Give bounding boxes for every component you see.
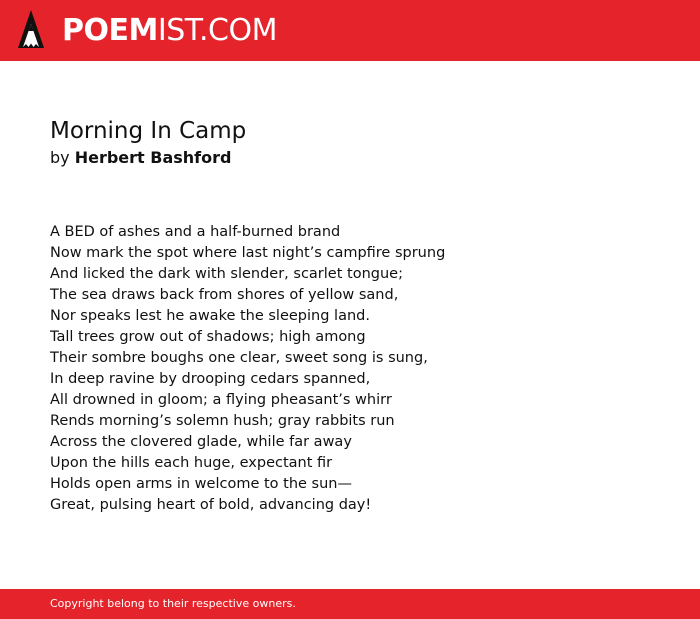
pencil-mountain-icon [18, 10, 44, 52]
poem-line: Their sombre boughs one clear, sweet song is sung, [50, 350, 428, 366]
poem-line: Across the clovered glade, while far away [50, 434, 352, 450]
site-footer [0, 589, 700, 619]
poem-body [50, 222, 650, 516]
poem-line: Great, pulsing heart of bold, advancing day! [50, 497, 372, 513]
poem-title: Morning In Camp [50, 118, 247, 144]
poem-line: Rends morning’s solemn hush; gray rabbits run [50, 413, 395, 429]
logo-text-bold: POEM [62, 13, 158, 48]
poem-line: Upon the hills each huge, expectant fir [50, 455, 333, 471]
poem-line: In deep ravine by drooping cedars spanned, [50, 371, 371, 387]
poem-line: Holds open arms in welcome to the sun— [50, 476, 352, 492]
site-logo-link[interactable] [18, 10, 277, 52]
site-logo-text [62, 10, 277, 52]
author-name: Herbert Bashford [74, 148, 232, 167]
poem-line: A BED of ashes and a half-burned brand [50, 224, 341, 240]
poem-byline [50, 148, 650, 168]
copyright-notice: Copyright belong to their respective owners. [50, 597, 296, 610]
poem-content [50, 117, 650, 516]
poem-line: All drowned in gloom; a flying pheasant’s whirr [50, 392, 392, 408]
logo-text-light: IST.COM [157, 13, 277, 48]
poem-line: Nor speaks lest he awake the sleeping land. [50, 308, 370, 324]
poem-line: And licked the dark with slender, scarlet tongue; [50, 266, 403, 282]
site-header [0, 0, 700, 61]
poem-line: Tall trees grow out of shadows; high among [50, 329, 366, 345]
by-label: by [50, 148, 70, 167]
poem-line: Now mark the spot where last night’s campfire sprung [50, 245, 446, 261]
poem-line: The sea draws back from shores of yellow sand, [50, 287, 399, 303]
